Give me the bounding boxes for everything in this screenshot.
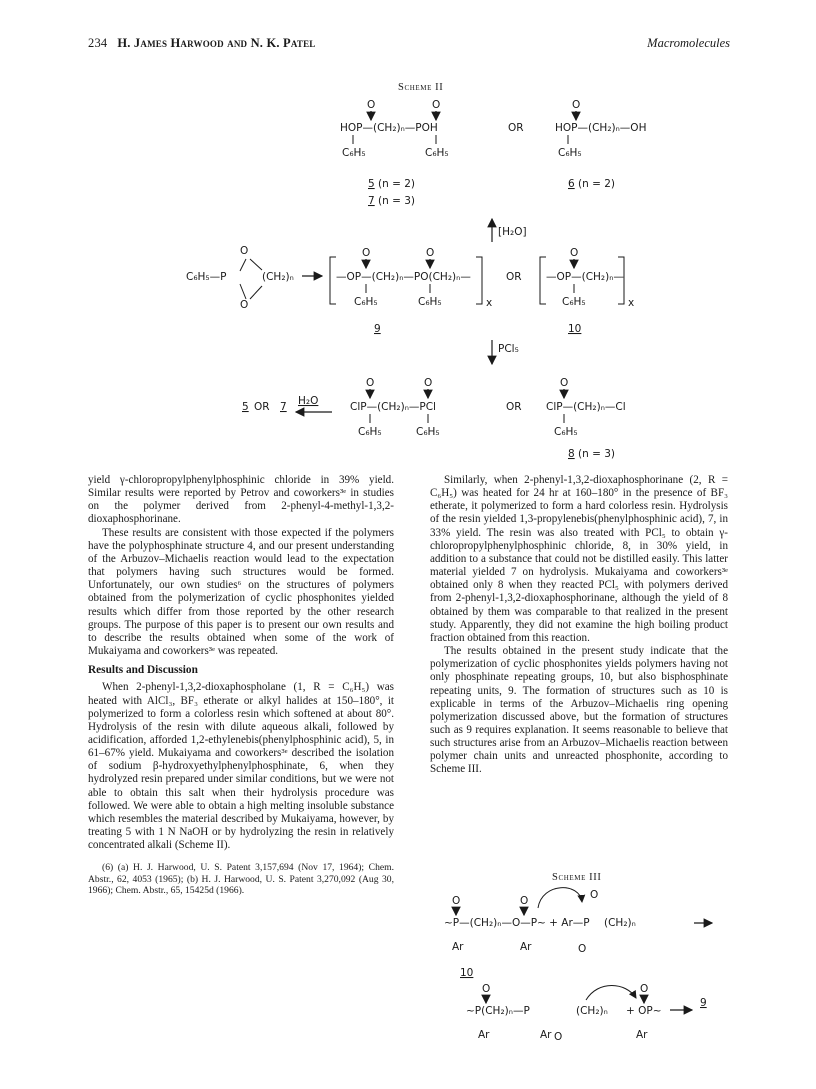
svg-text:Ar: Ar <box>540 1029 552 1041</box>
scheme-iii-diagram <box>430 884 730 1044</box>
svg-text:C₆H₅: C₆H₅ <box>416 426 440 438</box>
right-paragraph-2: The results obtained in the present study indicate that the polymerization of cyclic phosphonites yields polymers having not only phosphinate repeating groups, 10, but also bisphosphinate repeating units, 9. The formation of structures such as 10 is explicable in terms of the Arbuzov–Michaelis ring opening polymerization discussed above, but the formation of structures such as 9 requires explanation. It seems reasonable to believe that such structures arise from an Arbuzov–Michaelis reaction between polymer chain units and unreacted phosphonite, according to Scheme III. <box>430 645 728 776</box>
running-header <box>88 36 316 51</box>
scheme-ii-diagram <box>170 94 650 464</box>
svg-text:O: O <box>452 895 461 907</box>
svg-text:9: 9 <box>374 323 381 335</box>
svg-text:O: O <box>240 299 249 311</box>
svg-text:HOP—(CH₂)ₙ—OH: HOP—(CH₂)ₙ—OH <box>555 122 647 134</box>
svg-text:10: 10 <box>460 967 474 979</box>
svg-text:C₆H₅: C₆H₅ <box>342 147 366 159</box>
svg-text:O: O <box>520 895 529 907</box>
svg-text:(n = 2): (n = 2) <box>578 178 616 190</box>
bottom-row <box>242 377 626 460</box>
svg-text:10: 10 <box>568 323 582 335</box>
svg-text:(n = 3): (n = 3) <box>578 448 616 460</box>
svg-text:—OP—(CH₂)ₙ—PO(CH₂)ₙ—: —OP—(CH₂)ₙ—PO(CH₂)ₙ— <box>336 271 471 283</box>
svg-text:O: O <box>367 99 376 111</box>
svg-text:C₆H₅: C₆H₅ <box>418 296 442 308</box>
svg-text:OR: OR <box>506 401 522 413</box>
svg-text:~P(CH₂)ₙ—P: ~P(CH₂)ₙ—P <box>466 1005 530 1017</box>
svg-text:7: 7 <box>368 195 375 207</box>
compound-5-7 <box>340 99 449 207</box>
water-label: [H₂O] <box>498 226 527 238</box>
left-paragraph-2: These results are consistent with those expected if the polymers have the polyphosphinate structure 4, and our present understanding of the Arbuzov–Michaelis reaction would lead to the expectation that polymers having such structures would be formed. Unfortunately, our own studies⁶ on the structures of polymers obtained from the polymerization of cyclic phosphonites yielded results which differ from those reported by the other research groups. The purpose of this paper is to present our own results and to describe the results obtained when some of the work of Mukaiyama and coworkers³ᵉ was repeated. <box>88 526 394 658</box>
svg-text:C₆H₅: C₆H₅ <box>425 147 449 159</box>
svg-text:x: x <box>628 297 635 309</box>
svg-text:H₂O: H₂O <box>298 395 319 407</box>
right-paragraph-1: Similarly, when 2-phenyl-1,3,2-dioxaphosphorinane (2, R = C₆H₅) was heated for 24 hr at 160–180° in the presence of BF₃ etherate, it polymerized to form a hard colorless resin. Hydrolysis of the resin yielded 1,3-propylenebis(phenylphosphinic acid), 7, in 33% yield. The resin was also treated with PCl₅ to obtain γ-chloropropylphenylphosphinic chloride, 8, in 30% yield, in addition to a substance that could not be distilled easily. This latter material yielded 7 on hydrolysis. Mukaiyama and coworkers³ᵉ obtained only 8 when they reacted PCl₅ with polymers derived from 2-phenyl-1,3,2-dioxaphosphorinane, although the yield of 8 obtained by them was comparable to that realized in the present study. Apparently, they did not examine the high boiling product fraction obtained from this reaction. <box>430 474 728 644</box>
svg-text:6: 6 <box>568 178 575 190</box>
or-2: OR <box>506 271 522 283</box>
svg-text:Ar: Ar <box>452 941 464 953</box>
svg-text:Ar: Ar <box>636 1029 648 1041</box>
authors: H. James Harwood and N. K. Patel <box>117 36 316 50</box>
page-number: 234 <box>88 36 108 50</box>
svg-text:ClP—(CH₂)ₙ—Cl: ClP—(CH₂)ₙ—Cl <box>546 401 626 413</box>
compound-6 <box>555 99 646 190</box>
svg-text:(CH₂)ₙ: (CH₂)ₙ <box>576 1005 608 1017</box>
svg-text:x: x <box>486 297 493 309</box>
svg-text:9: 9 <box>700 997 707 1009</box>
svg-text:O: O <box>572 99 581 111</box>
svg-text:—OP—(CH₂)ₙ—: —OP—(CH₂)ₙ— <box>546 271 624 283</box>
svg-text:C₆H₅: C₆H₅ <box>358 426 382 438</box>
svg-text:(n = 2): (n = 2) <box>378 178 416 190</box>
cyclic-phosphonite <box>186 245 322 311</box>
svg-text:8: 8 <box>568 448 575 460</box>
section-heading: Results and Discussion <box>88 664 198 677</box>
or-1: OR <box>508 122 524 134</box>
footnote: (6) (a) H. J. Harwood, U. S. Patent 3,157,694 (Nov 17, 1964); Chem. Abstr., 62, 4053 (1965); (b) H. J. Harwood, U. S. Patent 3,270,092 (Aug 30, 1966); Chem. Abstr., 65, 15425d (1966). <box>88 862 394 896</box>
right-column <box>430 474 728 777</box>
polymer-10 <box>540 247 634 335</box>
svg-text:C₆H₅: C₆H₅ <box>558 147 582 159</box>
svg-text:C₆H₅: C₆H₅ <box>562 296 586 308</box>
svg-text:+ OP~: + OP~ <box>626 1005 662 1017</box>
svg-text:C₆H₅: C₆H₅ <box>554 426 578 438</box>
svg-text:C₆H₅—P: C₆H₅—P <box>186 271 227 283</box>
polymer-9 <box>330 247 492 335</box>
scheme-iii-title: Scheme III <box>552 872 602 883</box>
svg-text:O: O <box>432 99 441 111</box>
svg-text:O: O <box>554 1031 563 1043</box>
svg-text:7: 7 <box>280 401 287 413</box>
svg-text:ClP—(CH₂)ₙ—PCl: ClP—(CH₂)ₙ—PCl <box>350 401 436 413</box>
left-paragraph-1: yield γ-chloropropylphenylphosphinic chloride in 39% yield. Similar results were reported by Petrov and coworkers³ᵉ in studies on the polymer derived from 2-phenyl-4-methyl-1,3,2-dioxaphosphorinane. <box>88 474 394 526</box>
svg-text:O: O <box>240 245 249 257</box>
svg-text:O: O <box>366 377 375 389</box>
svg-text:C₆H₅: C₆H₅ <box>354 296 378 308</box>
svg-text:O: O <box>482 983 491 995</box>
svg-text:O: O <box>578 943 587 955</box>
svg-text:O: O <box>560 377 569 389</box>
svg-text:Ar: Ar <box>520 941 532 953</box>
svg-text:(CH₂)ₙ: (CH₂)ₙ <box>604 917 636 929</box>
svg-text:O: O <box>570 247 579 259</box>
svg-text:Ar: Ar <box>478 1029 490 1041</box>
svg-text:5: 5 <box>242 401 249 413</box>
svg-text:O: O <box>590 889 599 901</box>
svg-text:(CH₂)ₙ: (CH₂)ₙ <box>262 271 294 283</box>
svg-text:O: O <box>640 983 649 995</box>
svg-text:O: O <box>426 247 435 259</box>
svg-text:~P—(CH₂)ₙ—O—P~ + Ar—P: ~P—(CH₂)ₙ—O—P~ + Ar—P <box>444 917 590 929</box>
svg-text:OR: OR <box>254 401 270 413</box>
left-paragraph-3: When 2-phenyl-1,3,2-dioxaphospholane (1, R = C₆H₅) was heated with AlCl₃, BF₃ etherate or alkyl halides at 150–180°, it polymerized to form a colorless resin which softened at about 80°. Hydrolysis of the resin with dilute aqueous alkali, followed by acidification, afforded 1,2-ethylenebis(phenylphosphinic acid), 5, in 61–67% yield. Mukaiyama and coworkers³ᵉ described the isolation of sodium β-hydroxyethylphenylphosphinate, 6, when they hydrolyzed resin prepared under similar conditions, but we were not able to obtain this salt when their hydrolysis procedure was followed. We were able to obtain a high melting insoluble substance which resembles the material described by Mukaiyama, however, by treating 5 with 1 N NaOH or by hydrolyzing the resin in relatively concentrated alkali (Scheme II). <box>88 681 394 852</box>
scheme-ii-title: Scheme II <box>398 82 444 93</box>
svg-text:HOP—(CH₂)ₙ—POH: HOP—(CH₂)ₙ—POH <box>340 122 438 134</box>
svg-text:O: O <box>424 377 433 389</box>
svg-text:(n = 3): (n = 3) <box>378 195 416 207</box>
svg-text:O: O <box>362 247 371 259</box>
svg-text:5: 5 <box>368 178 375 190</box>
pcl5-label: PCl₅ <box>498 343 519 355</box>
left-column <box>88 474 394 896</box>
journal-name: Macromolecules <box>647 36 730 50</box>
